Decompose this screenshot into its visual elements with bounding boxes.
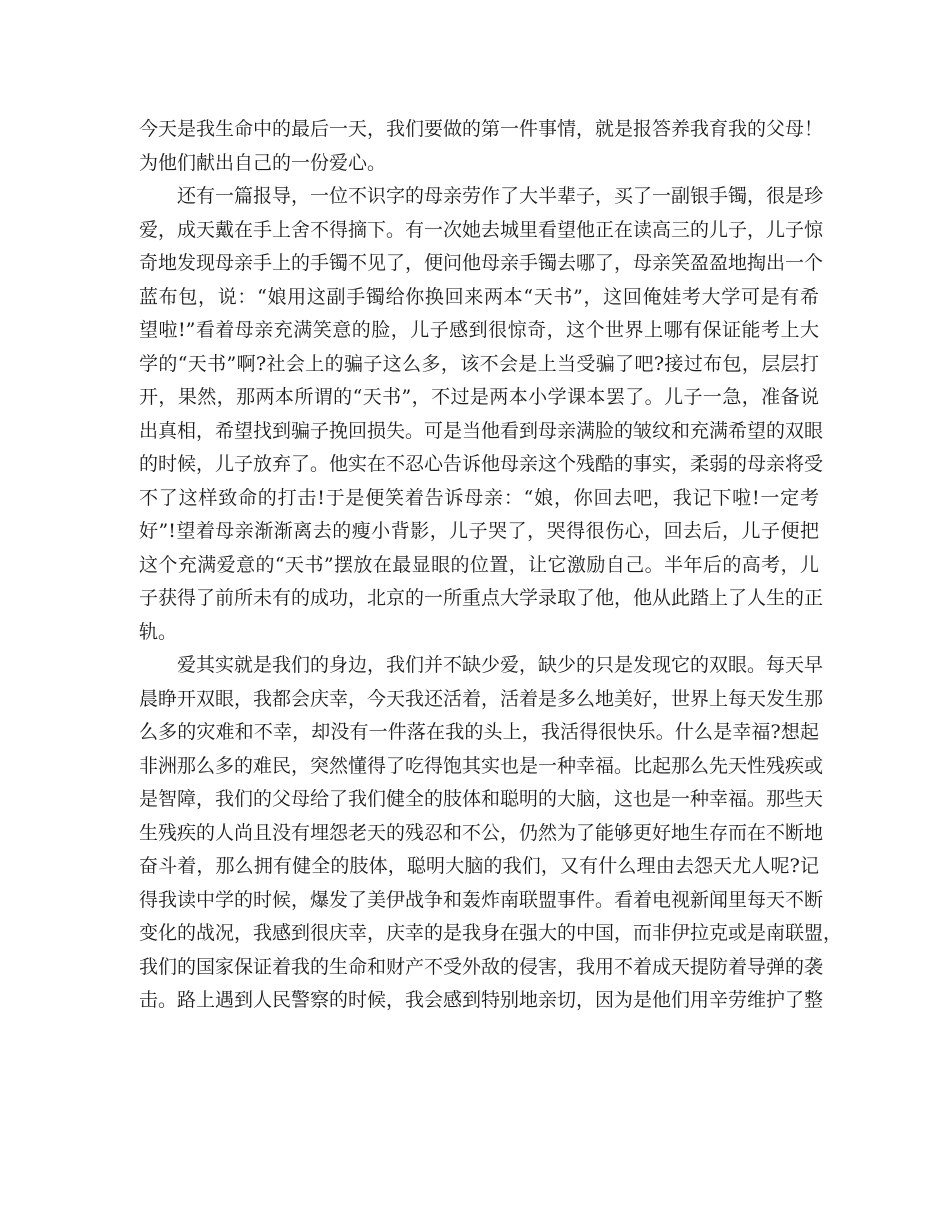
text-line: 是智障，我们的父母给了我们健全的肢体和聪明的大脑，这也是一种幸福。那些天 <box>139 788 824 810</box>
text-line: 好”!望着母亲渐渐离去的瘦小背影，儿子哭了，哭得很伤心，回去后，儿子便把 <box>139 520 819 542</box>
text-line: 非洲那么多的难民，突然懂得了吃得饱其实也是一种幸福。比起那么先天性残疾或 <box>139 754 824 777</box>
document-body <box>139 113 843 1018</box>
paragraph-first-line: 爱其实就是我们的身边，我们并不缺少爱，缺少的只是发现它的双眼。每天早 <box>177 654 824 676</box>
text-line: 生残疾的人尚且没有埋怨老天的残忍和不公，仍然为了能够更好地生存而在不断地 <box>139 821 824 844</box>
text-line: 击。路上遇到人民警察的时候，我会感到特别地亲切，因为是他们用辛劳维护了整 <box>139 989 824 1011</box>
text-line: 这个充满爱意的“天书”摆放在最显眼的位置，让它激励自己。半年后的高考，儿 <box>139 553 819 576</box>
text-line: 子获得了前所未有的成功，北京的一所重点大学录取了他，他从此踏上了人生的正 <box>139 587 824 609</box>
text-line: 为他们献出自己的一份爱心。 <box>139 151 387 174</box>
text-line: 变化的战况，我感到很庆幸，庆幸的是我身在强大的中国，而非伊拉克或是南联盟， <box>139 922 843 944</box>
text-line: 出真相，希望找到骗子挽回损失。可是当他看到母亲满脸的皱纹和充满希望的双眼 <box>139 419 824 442</box>
text-line: 得我读中学的时候，爆发了美伊战争和轰炸南联盟事件。看着电视新闻里每天不断 <box>139 888 824 911</box>
text-line: 么多的灾难和不幸，却没有一件落在我的头上，我活得很快乐。什么是幸福?想起 <box>139 721 819 743</box>
text-line: 奋斗着，那么拥有健全的肢体，聪明大脑的我们，又有什么理由去怨天尤人呢?记 <box>139 855 819 877</box>
text-line: 的时候，儿子放弃了。他实在不忍心告诉他母亲这个残酷的事实，柔弱的母亲将受 <box>139 453 824 475</box>
paragraph-first-line: 还有一篇报导，一位不识字的母亲劳作了大半辈子，买了一副银手镯，很是珍 <box>177 185 824 207</box>
text-line: 开，果然，那两本所谓的“天书”，不过是两本小学课本罢了。儿子一急，准备说 <box>139 386 819 408</box>
text-line: 晨睁开双眼，我都会庆幸，今天我还活着，活着是多么地美好，世界上每天发生那 <box>139 687 824 710</box>
text-line: 不了这样致命的打击!于是便笑着告诉母亲：“娘，你回去吧，我记下啦!一定考 <box>139 486 819 509</box>
text-line: 望啦!”看着母亲充满笑意的脸，儿子感到很惊奇，这个世界上哪有保证能考上大 <box>139 319 819 341</box>
text-line: 学的“天书”啊?社会上的骗子这么多，该不会是上当受骗了吧?接过布包，层层打 <box>139 352 819 375</box>
text-line: 今天是我生命中的最后一天，我们要做的第一件事情，就是报答养我育我的父母！ <box>139 118 824 140</box>
text-line: 轨。 <box>139 620 178 643</box>
text-line: 我们的国家保证着我的生命和财产不受外敌的侵害，我用不着成天提防着导弹的袭 <box>139 955 824 978</box>
text-line: 奇地发现母亲手上的手镯不见了，便问他母亲手镯去哪了，母亲笑盈盈地掏出一个 <box>139 252 824 274</box>
text-line: 蓝布包，说：“娘用这副手镯给你换回来两本“天书”，这回俺娃考大学可是有希 <box>139 285 819 308</box>
text-line: 爱，成天戴在手上舍不得摘下。有一次她去城里看望他正在读高三的儿子，儿子惊 <box>139 218 824 241</box>
